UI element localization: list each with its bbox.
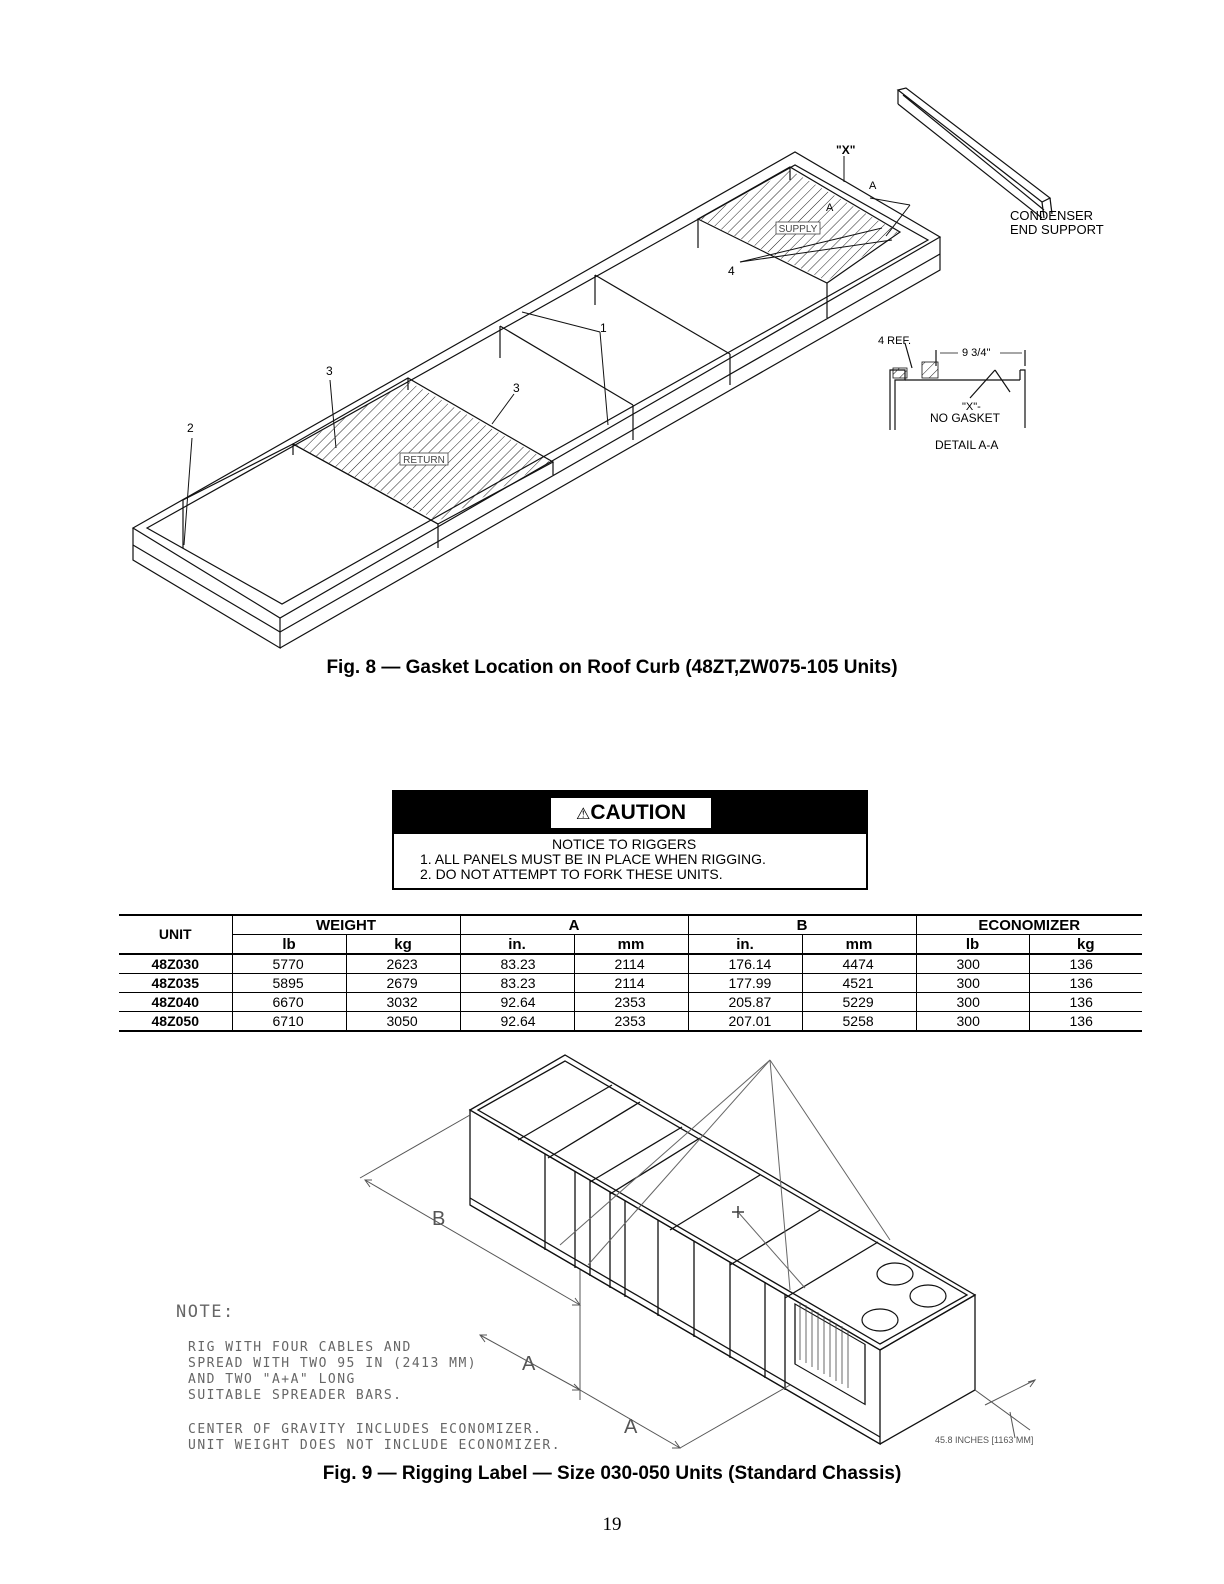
note-rig-line2: SPREAD WITH TWO 95 IN (2413 MM) [188, 1356, 478, 1371]
caution-title-box [551, 798, 711, 828]
table-row [119, 974, 1142, 993]
cell-b-in: 177.99 [688, 974, 802, 993]
header-economizer: ECONOMIZER [916, 915, 1142, 935]
header-b: B [688, 915, 916, 935]
cell-a-in: 83.23 [460, 954, 574, 974]
cell-weight-kg: 3032 [346, 993, 460, 1012]
table-row [119, 1012, 1142, 1032]
cell-b-in: 205.87 [688, 993, 802, 1012]
cell-a-mm: 2353 [574, 1012, 688, 1032]
cell-economizer-kg: 136 [1029, 993, 1142, 1012]
supply-label: SUPPLY [778, 224, 818, 235]
table-row [119, 993, 1142, 1012]
header-a-mm: mm [574, 935, 688, 955]
callout-2: 2 [187, 421, 194, 435]
cell-weight-kg: 2679 [346, 974, 460, 993]
header-weight-lb: lb [232, 935, 346, 955]
cell-unit: 48Z040 [119, 993, 232, 1012]
cell-b-in: 176.14 [688, 954, 802, 974]
dimension-a2-label: A [624, 1416, 638, 1438]
cell-weight-lb: 6670 [232, 993, 346, 1012]
header-a: A [460, 915, 688, 935]
return-label: RETURN [403, 455, 445, 466]
note-rig-line3: AND TWO "A+A" LONG [188, 1372, 356, 1387]
note-cg-line1: CENTER OF GRAVITY INCLUDES ECONOMIZER. [188, 1422, 543, 1437]
caution-box [392, 790, 868, 890]
header-economizer-lb: lb [916, 935, 1029, 955]
rigging-weights-table [119, 914, 1142, 1032]
caution-heading: NOTICE TO RIGGERS [552, 836, 697, 852]
no-gasket-line1: "X"- [962, 401, 981, 413]
cell-weight-kg: 3050 [346, 1012, 460, 1032]
header-unit: UNIT [119, 915, 232, 954]
cell-b-in: 207.01 [688, 1012, 802, 1032]
ref-label: 4 REF. [878, 335, 912, 347]
header-weight: WEIGHT [232, 915, 460, 935]
note-rig-line1: RIG WITH FOUR CABLES AND [188, 1340, 412, 1355]
caution-item-1: 1. ALL PANELS MUST BE IN PLACE WHEN RIGGING. [420, 851, 766, 867]
cell-weight-lb: 5895 [232, 974, 346, 993]
callout-3b: 3 [513, 381, 520, 395]
cell-weight-lb: 5770 [232, 954, 346, 974]
header-a-in: in. [460, 935, 574, 955]
condenser-label-line1: CONDENSER [1010, 208, 1094, 223]
figure-8-drawing [0, 0, 1224, 660]
return-gasket-area [296, 381, 550, 521]
cell-economizer-lb: 300 [916, 954, 1029, 974]
cell-b-mm: 4474 [802, 954, 916, 974]
cell-a-in: 92.64 [460, 993, 574, 1012]
dimension-label: 9 3/4" [962, 347, 991, 359]
section-a1: A [869, 180, 877, 192]
section-a2: A [826, 202, 834, 214]
header-weight-kg: kg [346, 935, 460, 955]
cell-a-mm: 2114 [574, 954, 688, 974]
header-b-in: in. [688, 935, 802, 955]
cell-unit: 48Z030 [119, 954, 232, 974]
note-cg-line2: UNIT WEIGHT DOES NOT INCLUDE ECONOMIZER. [188, 1438, 562, 1453]
cell-economizer-lb: 300 [916, 1012, 1029, 1032]
callout-1: 1 [600, 321, 607, 335]
cell-weight-kg: 2623 [346, 954, 460, 974]
figure-8-caption: Fig. 8 — Gasket Location on Roof Curb (48ZT,ZW075-105 Units) [326, 657, 898, 678]
dimension-45-8-label: 45.8 INCHES [1163 MM] [935, 1435, 1034, 1445]
caution-item-2: 2. DO NOT ATTEMPT TO FORK THESE UNITS. [420, 866, 723, 882]
header-economizer-kg: kg [1029, 935, 1142, 955]
cell-economizer-kg: 136 [1029, 974, 1142, 993]
no-gasket-line2: NO GASKET [930, 411, 1001, 425]
detail-label: DETAIL A-A [935, 438, 999, 452]
cell-unit: 48Z035 [119, 974, 232, 993]
callout-3a: 3 [326, 364, 333, 378]
cell-b-mm: 5229 [802, 993, 916, 1012]
header-b-mm: mm [802, 935, 916, 955]
cell-economizer-kg: 136 [1029, 954, 1142, 974]
cell-a-in: 83.23 [460, 974, 574, 993]
dimension-a1-label: A [522, 1353, 536, 1375]
cell-weight-lb: 6710 [232, 1012, 346, 1032]
condenser-end-support [898, 88, 1052, 218]
unit-top-face [470, 1055, 975, 1350]
cell-economizer-lb: 300 [916, 974, 1029, 993]
note-title: NOTE: [176, 1302, 235, 1322]
table-row [119, 954, 1142, 974]
caution-header-bar [394, 792, 866, 834]
cell-b-mm: 4521 [802, 974, 916, 993]
callout-4: 4 [728, 264, 735, 278]
page-number: 19 [602, 1514, 622, 1535]
cell-unit: 48Z050 [119, 1012, 232, 1032]
condenser-label-line2: END SUPPORT [1010, 222, 1104, 237]
dimension-b-label: B [432, 1208, 446, 1230]
cell-a-in: 92.64 [460, 1012, 574, 1032]
warning-triangle-icon: ⚠ [575, 806, 591, 823]
cell-economizer-kg: 136 [1029, 1012, 1142, 1032]
cell-a-mm: 2353 [574, 993, 688, 1012]
cell-economizer-lb: 300 [916, 993, 1029, 1012]
cell-b-mm: 5258 [802, 1012, 916, 1032]
cell-a-mm: 2114 [574, 974, 688, 993]
note-rig-line4: SUITABLE SPREADER BARS. [188, 1388, 403, 1403]
caution-title: CAUTION [590, 801, 686, 824]
x-marker: "X" [836, 143, 856, 157]
figure-9-caption: Fig. 9 — Rigging Label — Size 030-050 Units (Standard Chassis) [322, 1463, 902, 1484]
figure-9-drawing [0, 1040, 1224, 1460]
